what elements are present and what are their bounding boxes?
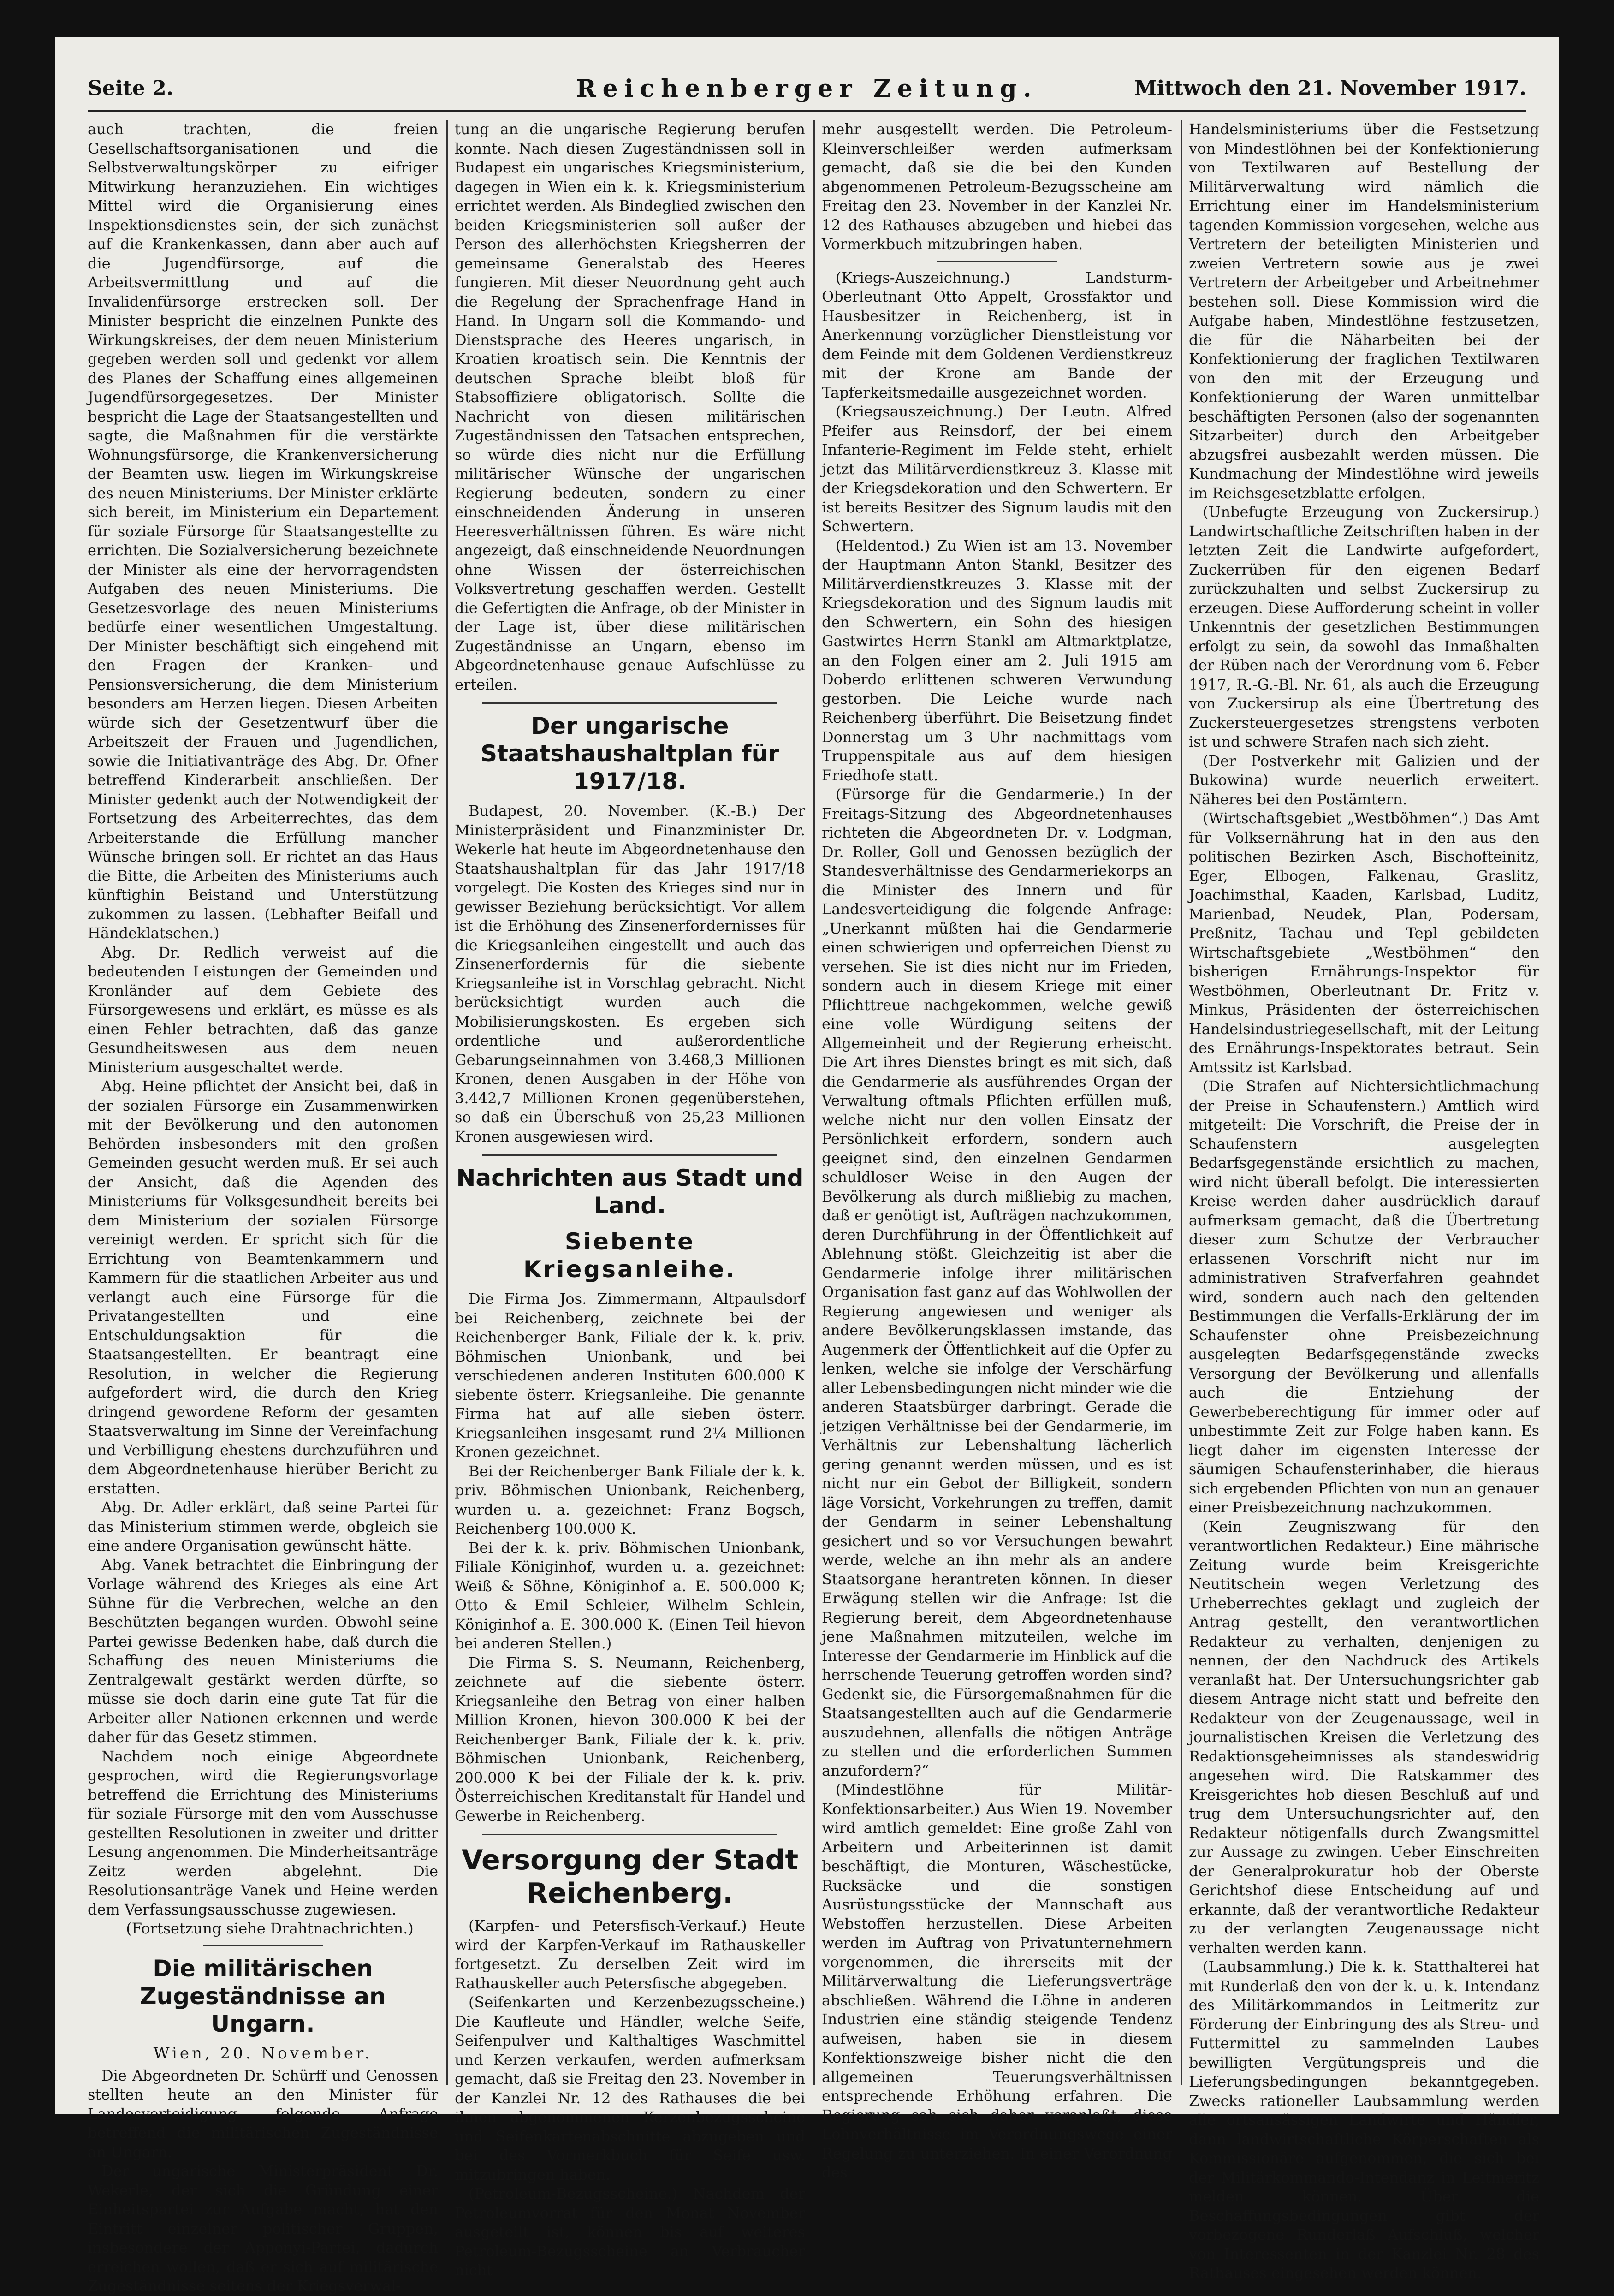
article-headline: Die militärischen Zugeständnisse an Ungarn. bbox=[140, 1955, 386, 2037]
column-1 bbox=[88, 120, 438, 2295]
column-rule bbox=[446, 120, 448, 2085]
column-2 bbox=[455, 120, 805, 2279]
article-text: Bei der Reichenberger Bank Filiale der k. k. priv. Böhmischen Unionbank, Reichenberg, wurden u. a. gezeichnet: Franz Bogsch, Reichenberg 100.000 K. bbox=[455, 1462, 805, 1537]
article-text: (Heldentod.) Zu Wien ist am 13. November der Hauptmann Anton Stankl, Besitzer des Militärverdienstkreuzes 3. Klasse mit der Kriegsdekoration und des Signum laudis mit den Schwertern, ein Sohn des hiesigen Gastwirtes Herrn Stankl am Altmarktplatze, an den Folgen einer am 2. Juli 1915 am Doberdo erlittenen schweren Verwundung gestorben. Die Leiche wurde nach Reichenberg überführt. Die Beisetzung findet Donnerstag um 3 Uhr nachmittags vom Truppenspitale aus auf dem hiesigen Friedhofe statt. bbox=[822, 536, 1172, 784]
column-3 bbox=[822, 120, 1172, 2181]
page-header bbox=[88, 73, 1526, 112]
article-text: (Fürsorge für die Gendarmerie.) In der Freitags-Sitzung des Abgeordnetenhauses richteten die Abgeordneten Dr. v. Lodgman, Dr. Roller, Goll und Genossen bezüglich der Standesverhältnisse des Gendarmeriekorps an die Minister des Innern und für Landesverteidigung die folgende Anfrage: „Unerkannt müßten hai die Gendarmerie einen schwierigen und opferreichen Dienst zu versehen. Sie ist dies nicht nur im Frieden, sondern auch in diesem Kriege mit einer Pflichttreue nachgekommen, welche gewiß eine volle Würdigung seitens der Allgemeinheit und der Regierung erheischt. Die Art ihres Dienstes bringt es mit sich, daß die Gendarmerie als ausführendes Organ der Verwaltung oftmals Pflichten erfüllen muß, welche nicht nur den vollen Einsatz der Persönlichkeit erfordern, sondern auch geeignet sind, den einzelnen Gendarmen schuldloser Weise in den Augen der Bevölkerung als durch mißliebig zu machen, daß er genötigt ist, Aufträgen nachzukommen, deren Durchführung in der Öffentlichkeit auf Ablehnung stößt. Gleichzeitig ist aber die Gendarmerie infolge ihrer militärischen Organisation fast ganz auf das Wohlwollen der Regierung angewiesen und weniger als andere Bevölkerungsklassen imstande, das Augenmerk der Öffentlichkeit auf die Opfer zu lenken, welche sie infolge der Verschärfung aller Lebensbedingungen nicht minder wie die anderen Staatsbürger darbringt. Gerade die jetzigen Verhältnisse bei der Gendarmerie, im Verhältnis zur Lebenshaltung lächerlich gering genannt werden müssen, und es ist nicht nur ein Gebot der Billigkeit, sondern läge Vorsicht, Vorkehrungen zu treffen, damit der Gendarm in seiner Lebenshaltung gesichert und so vor Versuchungen bewahrt werde, welche an ihn mehr als an andere Staatsorgane herantreten können. In dieser Erwägung stellen wir die Anfrage: Ist die Regierung bereit, dem Abgeordnetenhause jene Maßnahmen mitzuteilen, welche im Interesse der Gendarmerie im Hinblick auf die herrschende Teuerung getroffen worden sind? Gedenkt sie, die Fürsorgemaßnahmen für die Staatsangestellten auch auf die Gendarmerie auszudehnen, allenfalls die nötigen Anträge zu stellen und die erforderlichen Summen anzufordern?“ bbox=[822, 785, 1172, 1779]
article-text: Bei der k. k. priv. Böhmischen Unionbank, Filiale Königinhof, wurden u. a. gezeichnet: Weiß & Söhne, Königinhof a. E. 500.000 K; Otto & Emil Schleier, Wilhelm Schlein, Königinhof a. E. 300.000 K. (Einen Teil hievon bei anderen Stellen.) bbox=[455, 1539, 805, 1652]
article-text: Die Abgeordneten Dr. Schürff und Genossen stellten heute an den Minister für Landesverteidigung folgende Anfrage betreffend die militärischen Zugeständnisse an Ungarn. bbox=[88, 2066, 438, 2161]
article-text: (Unbefugte Erzeugung von Zuckersirup.) Landwirtschaftliche Zeitschriften haben in der letzten Zeit die Landwirte aufgefordert, Zuckerrüben für den eigenen Bedarf zurückzuhalten und selbst Zuckersirup zu erzeugen. Diese Aufforderung scheint in voller Unkenntnis der gesetzlichen Bestimmungen erfolgt zu sein, da sowohl das Inmaßhalten der Rüben nach der Verordnung vom 6. Feber 1917, R.-G.-Bl. Nr. 61, als auch die Erzeugung von Zuckersirup als eine Übertretung des Zuckersteuergesetzes strengstens verboten ist und schwere Strafen nach sich zieht. bbox=[1189, 503, 1539, 750]
divider bbox=[482, 1834, 777, 1835]
continuation-note: (Fortsetzung siehe Drahtnachrichten.) bbox=[126, 1920, 414, 1937]
article-text: Die Firma S. S. Neumann, Reichenberg, zeichnete auf die siebente österr. Kriegsanleihe den Betrag von einer halben Million Kronen, hievon 300.000 K bei der Reichenberger Bank, Filiale der k. k. priv. Böhmischen Unionbank, Reichenberg, 200.000 K bei der Filiale der k. k. priv. Österreichischen Kreditanstalt für Handel und Gewerbe in Reichenberg. bbox=[455, 1654, 805, 1825]
article-text: (Kein Zeugniszwang für den verantwortlichen Redakteur.) Eine mährische Zeitung wurde beim Kreisgerichte Neutitschein wegen Verletzung des Urheberrechtes geklagt und zugleich der Antrag gestellt, den verantwortlichen Redakteur zu verhalten, denjenigen zu nennen, der den Nachdruck des Artikels veranlaßt hat. Der Untersuchungsrichter gab diesem Antrage nicht statt und befreite den Redakteur von der Zeugenaussage, weil in journalistischen Kreisen die Verletzung des Redaktionsgeheimnisses als standeswidrig angesehen wird. Die Ratskammer des Kreisgerichtes hob diesen Beschluß auf und trug dem Untersuchungsrichter auf, den Redakteur nötigenfalls durch Zwangsmittel zur Aussage zu zwingen. Ueber Einschreiten der Generalprokuratur hob der Oberste Gerichtshof diese Entscheidung auf und erkannte, daß der verantwortliche Redakteur zu der verlangten Zeugenaussage nicht verhalten werden kann. bbox=[1189, 1517, 1539, 1957]
article-text: (Kriegs-Auszeichnung.) Landsturm-Oberleutnant Otto Appelt, Grossfaktor und Hausbesitzer in Reichenberg, ist in Anerkennung vorzüglicher Dienstleistung vor dem Feinde mit dem Goldenen Verdienstkreuz mit der Krone am Bande der Tapferkeitsmedaille ausgezeichnet worden. bbox=[822, 268, 1172, 401]
article-text: Abg. Heine pflichtet der Ansicht bei, daß in der sozialen Fürsorge ein Zusammenwirken mit der Bevölkerung und den autonomen Behörden insbesonders mit den großen Gemeinden gesucht werden muß. Er sei auch der Ansicht, daß die Agenden des Ministeriums für Volksgesundheit bereits bei dem Ministerium der sozialen Fürsorge vereinigt werden. Er spricht sich für die Errichtung von Beamtenkammern und Kammern für die staatlichen Arbeiter aus und verlangt auch eine Fürsorge für die Privatangestellten und eine Entschuldungsaktion für die Staatsangestellten. Er beantragt eine Resolution, in welcher die Regierung aufgefordert wird, die durch den Krieg dringend gewordene Reform der gesamten Staatsverwaltung im Sinne der Vereinfachung und Verbilligung ehestens durchzuführen und dem Abgeordnetenhause hierüber Bericht zu erstatten. bbox=[88, 1077, 438, 1497]
article-text: (Die Strafen auf Nichtersichtlichmachung der Preise in Schaufenstern.) Amtlich wird mitgeteilt: Die Vorschrift, die Preise der in Schaufenstern ausgelegten Bedarfsgegenstände ersichtlich zu machen, wird nicht überall befolgt. Die interessierten Kreise werden daher ausdrücklich darauf aufmerksam gemacht, daß die Übertretung dieser zum Schutze der Verbraucher erlassenen Vorschrift nicht nur im administrativen Strafverfahren geahndet wird, sondern auch nach den geltenden Bestimmungen die Verfalls-Erklärung der im Schaufenster ohne Preisbezeichnung ausgelegten Bedarfsgegenstände zwecks Versorgung der Bevölkerung und allenfalls auch die Entziehung der Gewerbeberechtigung für immer oder auf unbestimmte Zeit zur Folge haben kann. Es liegt daher im eigensten Interesse der säumigen Schaufensterinhaber, die hieraus sich ergebenden Pflichten von nun an genauer einer Preisbezeichnung nachzukommen. bbox=[1189, 1077, 1539, 1516]
article-text: (Der Postverkehr mit Galizien und der Bukowina) wurde neuerlich erweitert. Näheres bei den Postämtern. bbox=[1189, 752, 1539, 808]
article-text: (Laubsammlung.) Die k. k. Statthalterei hat mit Runderlaß den von der k. u. k. Intendanz des Militärkommandos in Leitmeritz zur Förderung der Einbringung des als Streu- und Futtermittel zu sammelnden Laubes bewilligten Vergütungspreis und die Lieferungsbedingungen bekanntgegeben. Zwecks rationeller Laubsammlung werden alle ortsansässigen Landwirte und Händler, dann landwirtschaftliche Körperschaften als Kommissionäre aufgenommen, die sich bei der Militärkommando-Intendanz in Leitmeritz melden können. Über die Beschaffungsbedingungen gibt der vorbezogene Runderlaß Aufschluß, welcher von Interessenten in der Kanzlei Nr. 28 des Rathauses eingesehen werden können. bbox=[1189, 1958, 1539, 2282]
divider bbox=[482, 702, 777, 704]
article-text: Abg. Vanek betrachtet die Einbringung der Vorlage während des Krieges als eine Art Sühne für die Verbrechen, welche an den Beschützten begangen wurden. Obwohl seine Partei gewisse Bedenken habe, daß durch die Schaffung des neuen Ministeriums die Zentralgewalt gestärkt werden dürfte, so müsse sie doch darin eine gute Tat für die Arbeiter aller Nationen erkennen und werde daher für das Gesetz stimmen. bbox=[88, 1556, 438, 1746]
article-text: (Mindestlöhne für Militär-Konfektionsarbeiter.) Aus Wien 19. November wird amtlich gemeldet: Eine große Zahl von Arbeitern und Arbeiterinnen ist damit beschäftigt, die Monturen, Wäschestücke, Rucksäcke und die sonstigen Ausrüstungsstücke der Mannschaft aus Webstoffen herzustellen. Diese Arbeiten werden im Auftrag von Privatunternehmern vorgenommen, die ihrerseits mit der Militärverwaltung die Lieferungsverträge abschließen. Während die Löhne in anderen Industrien eine ständig steigende Tendenz aufweisen, haben sie in diesem Konfektionszweige bisher nicht die den allgemeinen Teuerungsverhältnissen entsprechende Erhöhung erfahren. Die Regierung sah sich daher veranlaßt, diese Lohnverhältnisse im Verordnungswege einer Regelung zu unterziehen. In einer Verordnung des bbox=[822, 1781, 1172, 2181]
article-text: Budapest, 20. November. (K.-B.) Der Ministerpräsident und Finanzminister Dr. Wekerle hat heute im Abgeordnetenhause den Staatshaushaltplan für das Jahr 1917/18 vorgelegt. Die Kosten des Krieges sind nur in gewisser Beziehung berücksichtigt. Vor allem ist die Erhöhung des Zinsenerfordernisses für die Kriegsanleihen eingestellt und auch das Zinsenerfordernis für die siebente Kriegsanleihe ist in Vorschlag gebracht. Nicht berücksichtigt wurden auch die Mobilisierungskosten. Es ergeben sich ordentliche und außerordentliche Gebarungseinnahmen von 3.468,3 Millionen Kronen, denen Ausgaben in der Höhe von 3.442,7 Millionen Kronen gegenüberstehen, so daß ein Überschuß von 25,23 Millionen Kronen ausgewiesen wird. bbox=[455, 802, 805, 1145]
article-text: Abg. Dr. Adler erklärt, daß seine Partei für das Ministerium stimmen werde, obgleich sie eine andere Organisation gewünscht hätte. bbox=[88, 1499, 438, 1554]
divider bbox=[482, 1154, 777, 1156]
article-text: Handelsministeriums über die Festsetzung von Mindestlöhnen bei der Konfektionierung von Textilwaren auf Bestellung der Militärverwaltung wird nämlich die Errichtung einer im Handelsministerium tagenden Kommission vorgesehen, welche aus Vertretern der beteiligten Ministerien und zweien Vertretern sowie aus je zwei Vertretern der Arbeitgeber und Arbeitnehmer bestehen soll. Diese Kommission wird die Aufgabe haben, Mindestlöhne festzusetzen, die für die Näharbeiten bei der Konfektionierung der fraglichen Textilwaren von den mit der Erzeugung und Konfektionierung der Waren unmittelbar beschäftigten Personen (also der sogenannten Sitzarbeiter) durch den Arbeitgeber abzugsfrei ausbezahlt werden müssen. Die Kundmachung der Mindestlöhne wird jeweils im Reichsgesetzblatte erfolgen. bbox=[1189, 120, 1539, 502]
newspaper-page bbox=[55, 37, 1559, 2295]
article-text: (Kriegsauszeichnung.) Der Leutn. Alfred Pfeifer aus Reinsdorf, der bei einem Infanterie-Regiment im Felde steht, erhielt jetzt das Militärverdienstkreuz 3. Klasse mit der Kriegsdekoration und den Schwertern. Er ist bereits Besitzer des Signum laudis mit den Schwertern. bbox=[822, 403, 1172, 535]
issue-date: Mittwoch den 21. November 1917. bbox=[1134, 77, 1526, 100]
article-text: Der ungarische Ministerpräsident Dr. Wekerle, der sich die Gründung einer Einheitspartei zur Aufgabe macht, hat den Eintritt einzelner politischer Gruppen, insbesondere der Apponyi-Partei, dadurch erreichen wollen, daß er sich auf militärische Zugeständnisse seitens der Kriegsverwal- bbox=[88, 2162, 438, 2295]
article-text: Die Firma Jos. Zimmermann, Altpaulsdorf bei Reichenberg, zeichnete bei der Reichenberger Bank, Filiale der k. k. priv. Böhmischen Unionbank, und bei verschiedenen anderen Instituten 600.000 K siebente österr. Kriegsanleihe. Die genannte Firma hat auf alle sieben österr. Kriegsanleihen insgesamt rund 2¼ Millionen Kronen gezeichnet. bbox=[455, 1290, 805, 1461]
article-text: Nachdem noch einige Abgeordnete gesprochen, wird die Regierungsvorlage betreffend die Errichtung des Ministeriums für soziale Fürsorge mit den vom Ausschusse gestellten Resolutionen in zweiter und dritter Lesung angenommen. Die Minderheitsanträge Zeitz werden abgelehnt. Die Resolutionsanträge Vanek und Heine werden dem Verfassungsausschusse zugewiesen. bbox=[88, 1747, 438, 1918]
article-text: Abg. Dr. Redlich verweist auf die bedeutenden Leistungen der Gemeinden und Kronländer auf dem Gebiete des Fürsorgewesens und erklärt, es müsse es als einen Fehler betrachten, daß das ganze Gesundheitswesen aus dem neuen Ministerium ausgeschaltet werde. bbox=[88, 943, 438, 1076]
article-text: tung an die ungarische Regierung berufen konnte. Nach diesen Zugeständnissen soll in Budapest ein ungarisches Kriegsministerium, dagegen in Wien ein k. k. Kriegsministerium errichtet werden. Als Bindeglied zwischen den beiden Kriegsministerien soll außer der Person des allerhöchsten Kriegsherren der gemeinsame Generalstab des Heeres fungieren. Mit dieser Neuordnung geht auch die Regelung der Sprachenfrage Hand in Hand. In Ungarn soll die Kommando- und Dienstsprache des Heeres ungarisch, in Kroatien kroatisch sein. Die Kenntnis der deutschen Sprache bleibt bloß für Stabsoffiziere obligatorisch. Sollte die Nachricht von diesen militärischen Zugeständnissen den Tatsachen entsprechen, so würde dies nicht nur die Erfüllung militärischer Wünsche der ungarischen Regierung bedeuten, sondern zu einer einschneidenden Änderung in unseren Heeresverhältnissen führen. Es wäre nicht angezeigt, daß einschneidende Neuordnungen ohne Wissen der österreichischen Volksvertretung geschaffen werden. Gestellt die Gefertigten die Anfrage, ob der Minister in der Lage ist, über diese militärischen Zugeständnisse an Ungarn, ebenso im Abgeordnetenhause genaue Aufschlüsse zu erteilen. bbox=[455, 120, 805, 693]
section-headline: Nachrichten aus Stadt und Land. bbox=[456, 1165, 804, 1219]
article-text: (Wirtschaftsgebiet „Westböhmen“.) Das Amt für Volksernährung hat in den aus den politischen Bezirken Asch, Bischofteinitz, Eger, Elbogen, Falkenau, Graslitz, Joachimsthal, Kaaden, Karlsbad, Luditz, Marienbad, Neudek, Plan, Podersam, Preßnitz, Tachau und Tepl gebildeten Wirtschaftsgebiete „Westböhmen“ den bisherigen Ernährungs-Inspektor für Westböhmen, Oberleutnant Dr. Fritz v. Minkus, Präsidenten der österreichischen Handelsindustriegesellschaft, mit der Leitung des Ernährungs-Inspektorates betraut. Sein Amtssitz ist Karlsbad. bbox=[1189, 809, 1539, 1076]
dateline: Wien, 20. November. bbox=[153, 2044, 373, 2063]
column-rule bbox=[1181, 120, 1182, 2085]
divider bbox=[937, 261, 1057, 262]
article-text: (Seifenkarten und Kerzenbezugsscheine.) Die Kaufleute und Händler, welche Seife, Seifenpulver und Kalthaltiges Waschmittel und Kerzen verkaufen, werden aufmerksam gemacht, daß sie Freitag den 23. November in der Kanzlei Nr. 12 des Rathauses die bei ihnen abgenommenen Kerzenbezugsscheine und Seifenkartenabschnitte abzugeben und bei des Vormerkbuch für Seife usw. mitzubringen haben. bbox=[455, 1993, 805, 2183]
section-headline: Versorgung der Stadt Reichenberg. bbox=[461, 1844, 799, 1909]
column-rule bbox=[813, 120, 815, 2085]
newspaper-title: Reichenberger Zeitung. bbox=[576, 75, 1038, 103]
page-number: Seite 2. bbox=[88, 77, 174, 100]
article-headline: Der ungarische Staatshaushaltplan für 1917/18. bbox=[481, 713, 779, 795]
article-text: mehr ausgestellt werden. Die Petroleum-Kleinverschleißer werden aufmerksam gemacht, daß sie die bei den Kunden abgenommenen Petroleum-Bezugsscheine am Freitag den 23. November in der Kanzlei Nr. 12 des Rathauses abzugeben und hiebei das Vormerkbuch mitzubringen haben. bbox=[822, 120, 1172, 253]
article-text: (Petroleum-Bezugsscheine.) Nachdem der Petroleumvorrat für den Monat November ausgeteilt ist, können bis auf weiteres Petroleum-Bezugsscheine an Verbraucher nicht bbox=[455, 2185, 805, 2279]
article-text: (Karpfen- und Petersfisch-Verkauf.) Heute wird der Karpfen-Verkauf im Rathauskeller fortgesetzt. Zu derselben Zeit wird im Rathauskeller auch Petersfische abgegeben. bbox=[455, 1917, 805, 1992]
divider bbox=[203, 1945, 323, 1946]
article-text: auch trachten, die freien Gesellschaftsorganisationen und die Selbstverwaltungskörper zu eifriger Mitwirkung heranzuziehen. Ein wichtiges Mittel wird die Organisierung eines Inspektionsdienstes sein, der sich zunächst auf die Krankenkassen, dann aber auch auf die Jugendfürsorge, auf die Arbeitsvermittlung und auf die Invalidenfürsorge erstrecken soll. Der Minister bespricht die einzelnen Punkte des Wirkungskreises, der dem neuen Ministerium gegeben werden soll und gedenkt vor allem des Planes der Schaffung eines allgemeinen Jugendfürsorgegesetzes. Der Minister bespricht die Lage der Staatsangestellten und sagte, die Maßnahmen für die verstärkte Wohnungsfürsorge, die Krankenversicherung der Beamten usw. liegen im Wirkungskreise des neuen Ministeriums. Der Minister erklärte sich bereit, im Ministerium ein Departement für soziale Fürsorge für Staatsangestellte zu errichten. Die Sozialversicherung bezeichnete der Minister als eine der hervorragendsten Aufgaben des neuen Ministeriums. Die Gesetzesvorlage des neuen Ministeriums bedürfe einer wesentlichen Umgestaltung. Der Minister beschäftigt sich eingehend mit den Fragen der Kranken- und Pensionsversicherung, die dem Ministerium besonders am Herzen liegen. Diesen Arbeiten würde sich der Gesetzentwurf über die Arbeitszeit der Frauen und Jugendlichen, sowie die Initiativanträge des Abg. Dr. Ofner betreffend Kinderarbeit anschließen. Der Minister gedenkt auch der Notwendigkeit der Fortsetzung des Arbeiterrechtes, das dem Arbeiterstande die Erfüllung mancher Wünsche bringen soll. Er richtet an das Haus die Bitte, die Arbeiten des Ministeriums auch künftighin Beistand und Unterstützung zukommen zu lassen. (Lebhafter Beifall und Händeklatschen.) bbox=[88, 120, 438, 942]
article-headline: Siebente Kriegsanleihe. bbox=[523, 1228, 737, 1283]
column-4 bbox=[1189, 120, 1539, 2282]
